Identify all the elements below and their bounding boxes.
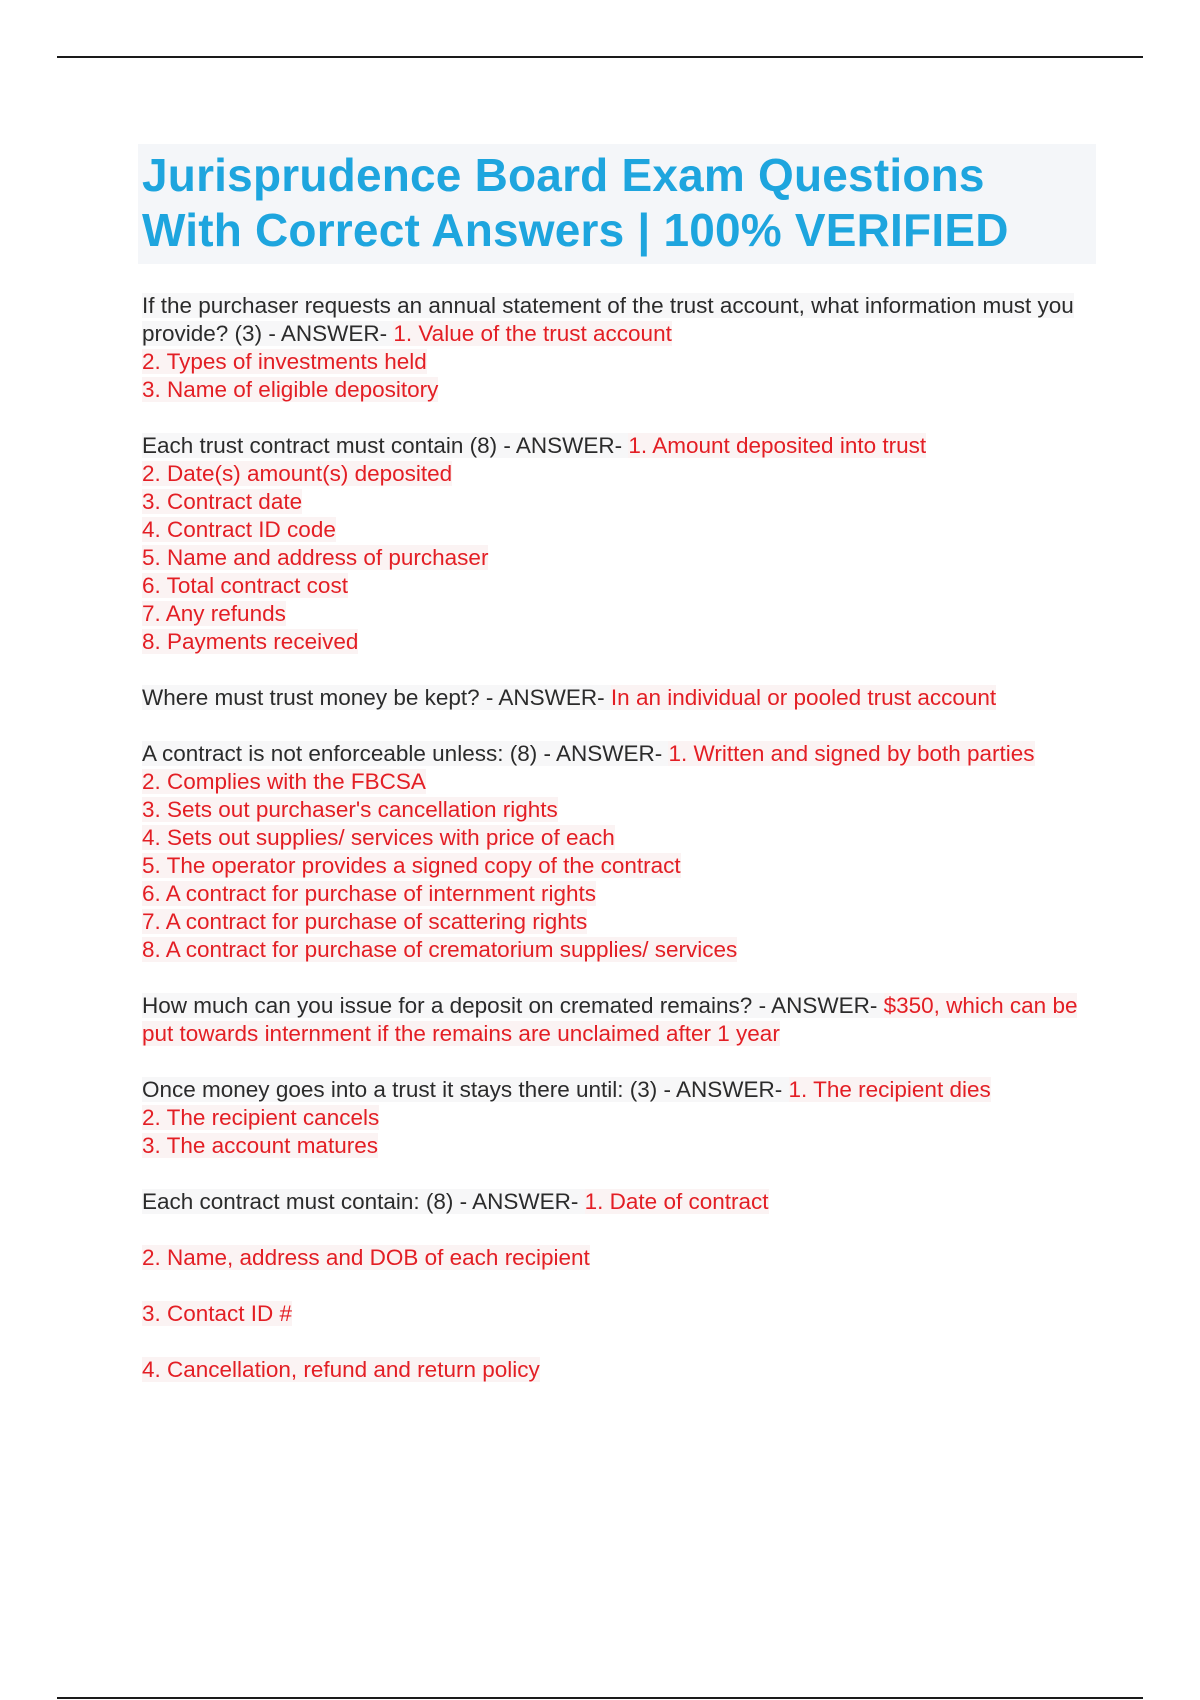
answer-separator: - ANSWER- (537, 741, 669, 766)
document-title (142, 148, 1092, 258)
answer-line: 2. The recipient cancels (142, 1105, 380, 1130)
answer-line: 4. Cancellation, refund and return policy (142, 1357, 540, 1382)
title-line-2: With Correct Answers | 100% VERIFIED (142, 204, 1009, 256)
answer-line-wrap (142, 516, 1092, 544)
question-text: Where must trust money be kept? (142, 685, 480, 710)
question-text: How much can you issue for a deposit on cremated remains? (142, 993, 753, 1018)
answer-line: 5. Name and address of purchaser (142, 545, 489, 570)
answer-line: 7. A contract for purchase of scattering rights (142, 909, 588, 934)
answer-line-wrap (142, 880, 1092, 908)
top-divider (57, 56, 1143, 58)
answer-line-wrap (142, 460, 1092, 488)
answer-separator: - ANSWER- (262, 321, 394, 346)
answer-line-wrap (142, 488, 1092, 516)
qa-item (142, 1188, 1092, 1384)
answer-separator: - ANSWER- (657, 1077, 789, 1102)
answer-line: 4. Sets out supplies/ services with price of each (142, 825, 615, 850)
answer-line: 1. Date of contract (584, 1189, 769, 1214)
answer-separator: - ANSWER- (453, 1189, 585, 1214)
answer-line-wrap (142, 908, 1092, 936)
answer-line: 3. Sets out purchaser's cancellation rights (142, 797, 558, 822)
question-text: If the purchaser requests an annual statement of the trust account, what information must you provide? (3) (142, 293, 1074, 346)
answer-line: 3. Contract date (142, 489, 303, 514)
answer-line: 2. Types of investments held (142, 349, 427, 374)
answer-line: 4. Contract ID code (142, 517, 336, 542)
answer-separator: - ANSWER- (752, 993, 884, 1018)
title-line-1: Jurisprudence Board Exam Questions (142, 149, 985, 201)
answer-line-wrap (142, 628, 1092, 656)
answer-line-wrap (142, 1132, 1092, 1160)
answer-line: 1. The recipient dies (788, 1077, 991, 1102)
answer-line-wrap (142, 824, 1092, 852)
answer-line: 3. The account matures (142, 1133, 378, 1158)
qa-item (142, 992, 1092, 1048)
answer-line-wrap (142, 1300, 1092, 1328)
qa-item (142, 684, 1092, 712)
answer-line: $350, which can be put towards internment if the remains are unclaimed after 1 year (142, 993, 1078, 1046)
answer-line-wrap (142, 936, 1092, 964)
question-text: Once money goes into a trust it stays there until: (3) (142, 1077, 658, 1102)
answer-line-wrap (142, 600, 1092, 628)
answer-separator: - ANSWER- (479, 685, 611, 710)
answer-line: 7. Any refunds (142, 601, 286, 626)
answer-line: 2. Name, address and DOB of each recipient (142, 1245, 590, 1270)
answer-line: 2. Date(s) amount(s) deposited (142, 461, 453, 486)
document-body (142, 144, 1092, 1412)
answer-line: 1. Written and signed by both parties (668, 741, 1035, 766)
answer-line: In an individual or pooled trust account (610, 685, 997, 710)
answer-line: 8. A contract for purchase of crematorium supplies/ services (142, 937, 738, 962)
question-text: Each contract must contain: (8) (142, 1189, 454, 1214)
bottom-divider (57, 1697, 1143, 1699)
answer-line-wrap (142, 376, 1092, 404)
qa-item (142, 740, 1092, 964)
answer-line-wrap (142, 1244, 1092, 1272)
question-text: Each trust contract must contain (8) (142, 433, 498, 458)
answer-line-wrap (142, 544, 1092, 572)
answer-line-wrap (142, 796, 1092, 824)
title-block (138, 144, 1096, 264)
qa-list (142, 292, 1092, 1384)
answer-line: 8. Payments received (142, 629, 359, 654)
answer-separator: - ANSWER- (497, 433, 629, 458)
answer-line: 1. Amount deposited into trust (628, 433, 927, 458)
qa-item (142, 292, 1092, 404)
answer-line: 3. Contact ID # (142, 1301, 293, 1326)
question-text: A contract is not enforceable unless: (8) (142, 741, 538, 766)
answer-line-wrap (142, 852, 1092, 880)
answer-line: 3. Name of eligible depository (142, 377, 439, 402)
answer-line: 2. Complies with the FBCSA (142, 769, 426, 794)
qa-item (142, 432, 1092, 656)
answer-line-wrap (142, 1356, 1092, 1384)
answer-line-wrap (142, 1104, 1092, 1132)
answer-line: 1. Value of the trust account (393, 321, 672, 346)
answer-line: 5. The operator provides a signed copy of the contract (142, 853, 681, 878)
answer-line-wrap (142, 572, 1092, 600)
answer-line: 6. Total contract cost (142, 573, 348, 598)
qa-item (142, 1076, 1092, 1160)
answer-line-wrap (142, 348, 1092, 376)
answer-line: 6. A contract for purchase of internment rights (142, 881, 596, 906)
answer-line-wrap (142, 768, 1092, 796)
